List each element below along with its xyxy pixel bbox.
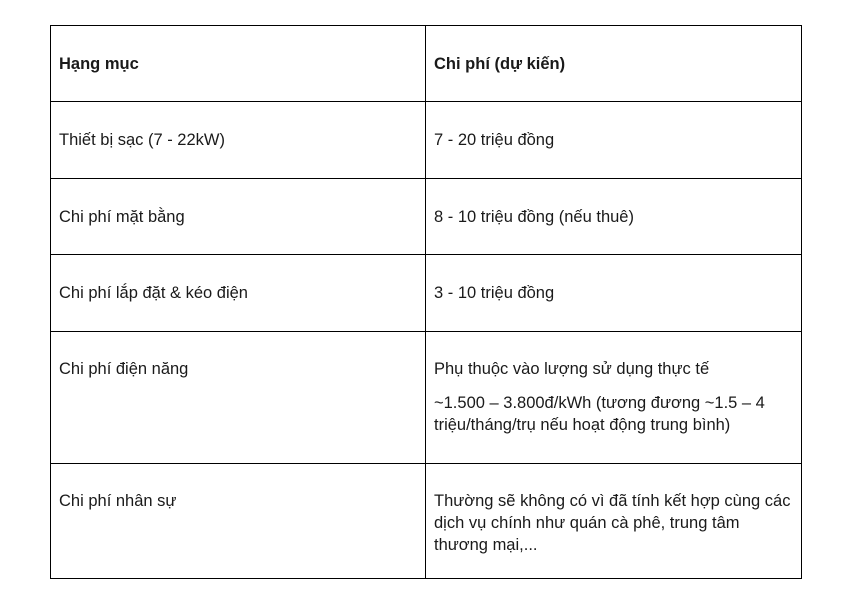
row-cost [426, 102, 802, 179]
row-cost [426, 255, 802, 332]
row-item: Chi phí điện năng [51, 332, 426, 464]
header-cost: Chi phí (dự kiến) [426, 26, 802, 102]
cost-text: Phụ thuộc vào lượng sử dụng thực tế [434, 360, 710, 378]
header-item: Hạng mục [51, 26, 426, 102]
cost-text: 7 - 20 triệu đồng [434, 131, 555, 149]
cost-text: Thường sẽ không có vì đã tính kết hợp cùng các dịch vụ chính như quán cà phê, trung tâm thương mại,... [434, 492, 791, 554]
cost-table [50, 25, 802, 579]
table-row [51, 179, 802, 255]
table-row [51, 255, 802, 332]
cost-text: ~1.500 – 3.800đ/kWh (tương đương ~1.5 – 4 triệu/tháng/trụ nếu hoạt động trung bình) [434, 394, 765, 434]
cost-text: 3 - 10 triệu đồng [434, 284, 555, 302]
table-row [51, 102, 802, 179]
row-item: Chi phí nhân sự [51, 464, 426, 579]
row-cost [426, 332, 802, 464]
row-item: Chi phí lắp đặt & kéo điện [51, 255, 426, 332]
table-header-row [51, 26, 802, 102]
row-cost [426, 179, 802, 255]
row-item: Thiết bị sạc (7 - 22kW) [51, 102, 426, 179]
table-row [51, 464, 802, 579]
row-cost [426, 464, 802, 579]
cost-text: 8 - 10 triệu đồng (nếu thuê) [434, 207, 634, 226]
row-item: Chi phí mặt bằng [51, 179, 426, 255]
table-row [51, 332, 802, 464]
